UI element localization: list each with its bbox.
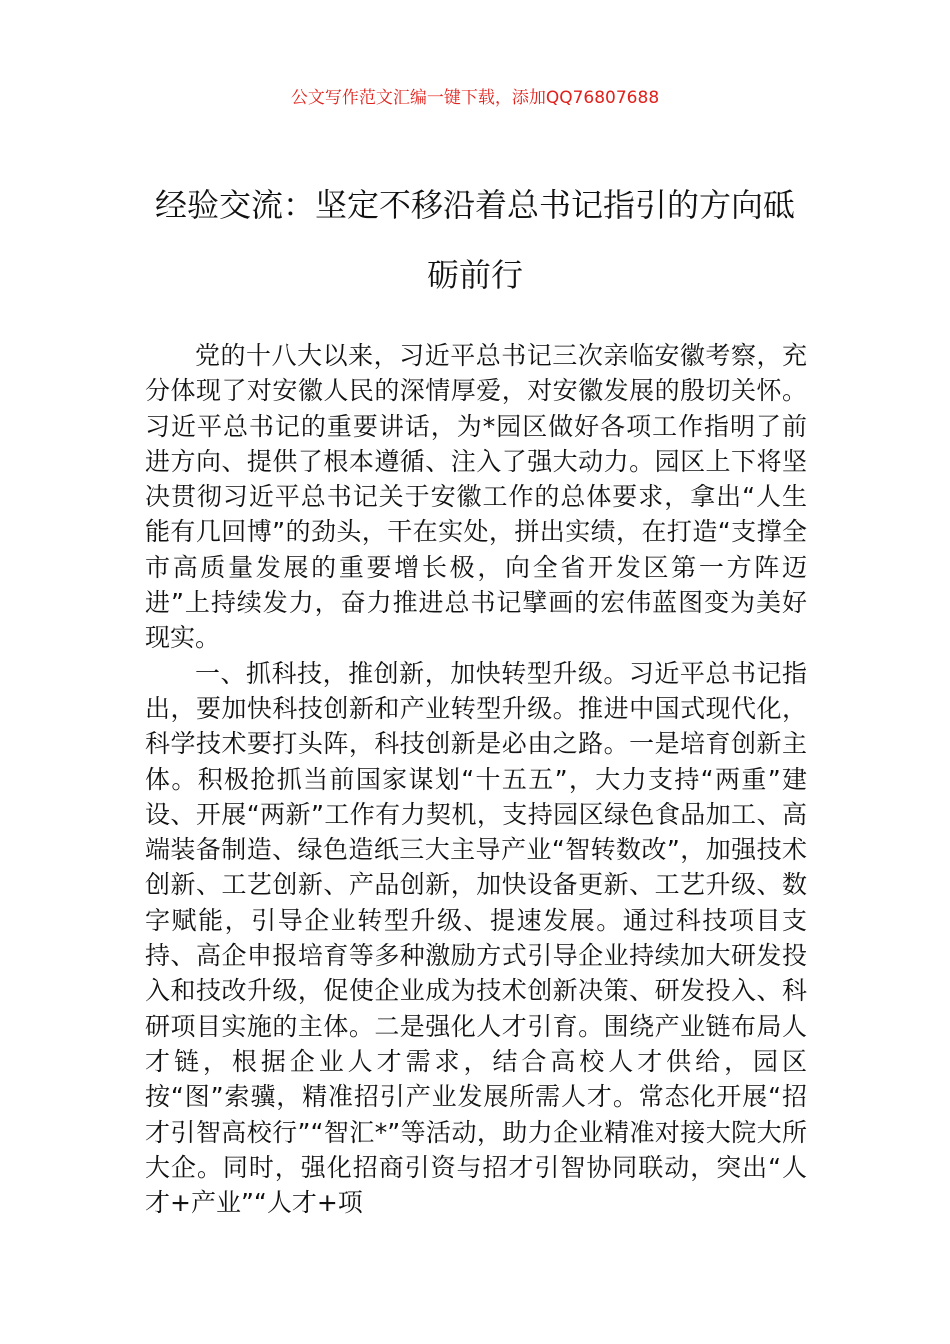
document-title: 经验交流：坚定不移沿着总书记指引的方向砥砺前行	[154, 186, 795, 294]
download-notice: 公文写作范文汇编一键下载，添加QQ76807688	[290, 88, 660, 108]
section-one-paragraph: 一、抓科技，推创新，加快转型升级。习近平总书记指出，要加快科技创新和产业转型升级。推进中国式现代化，科学技术要打头阵，科技创新是必由之路。一是培育创新主体。积极抢抓当前国家谋划“十五五”，大力支持“两重”建设、开展“两新”工作有力契机，支持园区绿色食品加工、高端装备制造、绿色造纸三大主导产业“智转数改”，加强技术创新、工艺创新、产品创新，加快设备更新、工艺升级、数字赋能，引导企业转型升级、提速发展。通过科技项目支持、高企申报培育等多种激励方式引导企业持续加大研发投入和技改升级，促使企业成为技术创新决策、研发投入、科研项目实施的主体。二是强化人才引育。围绕产业链布局人才链，根据企业人才需求，结合高校人才供给，园区按“图”索骥，精准招引产业发展所需人才。常态化开展“招才引智高校行”“智汇*”等活动，助力企业精准对接大院大所大企。同时，强化招商引资与招才引智协同联动，突出“人才+产业”“人才+项	[145, 658, 807, 1218]
document-body	[145, 338, 807, 1220]
intro-paragraph: 党的十八大以来，习近平总书记三次亲临安徽考察，充分体现了对安徽人民的深情厚爱，对安徽发展的殷切关怀。习近平总书记的重要讲话，为*园区做好各项工作指明了前进方向、提供了根本遵循、注入了强大动力。园区上下将坚决贯彻习近平总书记关于安徽工作的总体要求，拿出“人生能有几回博”的劲头，干在实处，拼出实绩，在打造“支撑全市高质量发展的重要增长极，向全省开发区第一方阵迈进”上持续发力，奋力推进总书记擘画的宏伟蓝图变为美好现实。	[145, 341, 807, 653]
